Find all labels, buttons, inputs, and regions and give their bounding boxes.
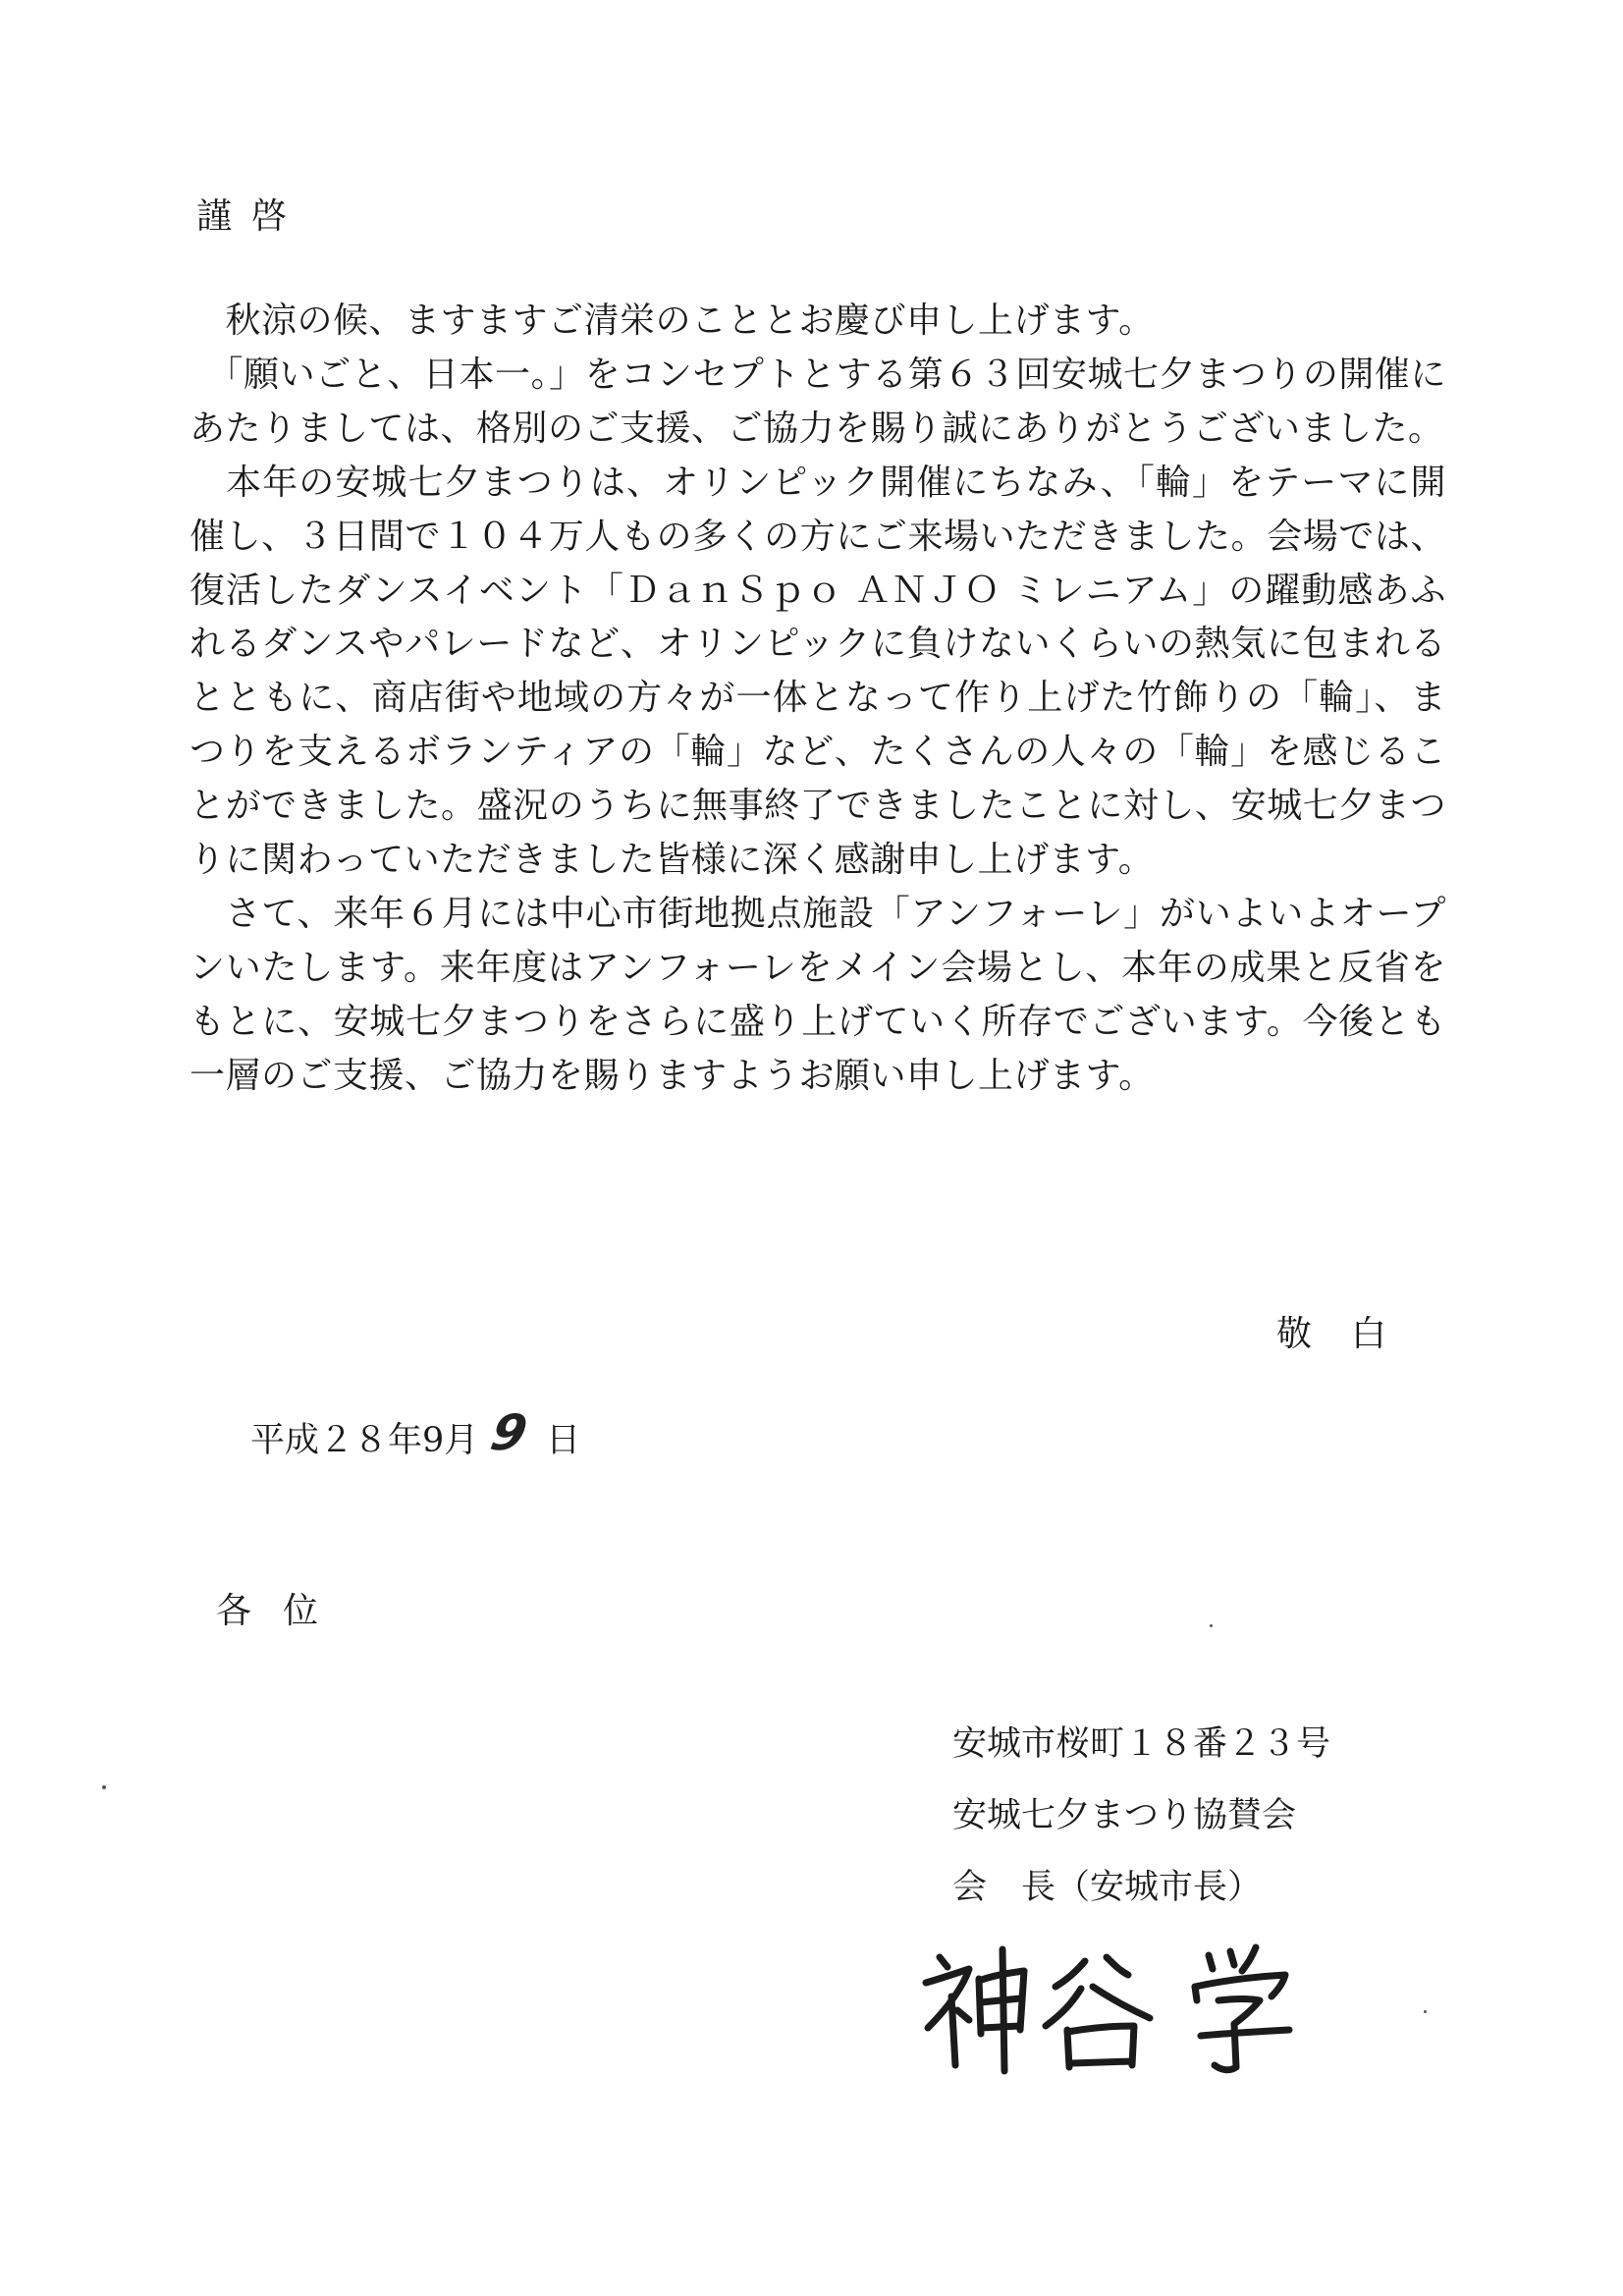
scan-speck [102, 1785, 106, 1789]
letter-date [250, 1406, 580, 1463]
signature-char-manabu [1195, 1947, 1289, 2070]
sender-organization: 安城七夕まつり協賛会 [952, 1796, 1297, 1835]
paragraph-report: 本年の安城七夕まつりは、オリンピック開催にちなみ、「輪」をテーマに開催し、３日間で１０４万人もの多くの方にご来場いただきました。会場では、復活したダンスイベント「ＤａｎＳｐｏ ＡＮＪＯ ミレニアム」の躍動感あふれるダンスやパレードなど、オリンピックに負けないくらいの熱気に包まれるとともに、商店街や地域の方々が一体となって作り上げた竹飾りの「輪」、まつりを支えるボランティアの「輪」など、たくさんの人々の「輪」を感じることができました。盛況のうちに無事終了できましたことに対し、安城七夕まつりに関わっていただきました皆様に深く感謝申し上げます。 [189, 462, 1446, 881]
handwritten-signature [918, 1940, 1330, 2077]
sender-address: 安城市桜町１８番２３号 [952, 1724, 1331, 1764]
date-prefix: 平成２８年9月 [250, 1421, 479, 1460]
opening-salutation: 謹啓 [196, 196, 307, 237]
letter-body [189, 295, 1446, 1104]
signature-char-tani [1046, 1957, 1150, 2067]
signature-char-kami [926, 1949, 1024, 2071]
recipient: 各位 [216, 1591, 351, 1631]
paragraph-greeting: 秋涼の候、ますますご清栄のこととお慶び申し上げます。 [189, 301, 1155, 341]
date-suffix: 日 [546, 1421, 581, 1460]
paragraph-thanks: 「願いごと、日本一。」をコンセプトとする第６３回安城七夕まつりの開催にあたりましては、格別のご支援、ご協力を賜り誠にありがとうございました。 [189, 354, 1446, 449]
scan-speck [1210, 1624, 1213, 1627]
paragraph-next-year: さて、来年６月には中心市街地拠点施設「アンフォーレ」がいよいよオープンいたします。来年度はアンフォーレをメイン会場とし、本年の成果と反省をもとに、安城七夕まつりをさらに盛り上げていく所存でございます。今後とも一層のご支援、ご協力を賜りますようお願い申し上げます。 [189, 893, 1446, 1096]
date-day-handwritten: 9 [486, 1404, 533, 1461]
closing-salutation: 敬白 [1276, 1314, 1427, 1354]
scan-speck [1424, 2010, 1427, 2013]
sender-block [952, 1709, 1330, 1924]
sender-title: 会 長（安城市長） [952, 1868, 1263, 1907]
